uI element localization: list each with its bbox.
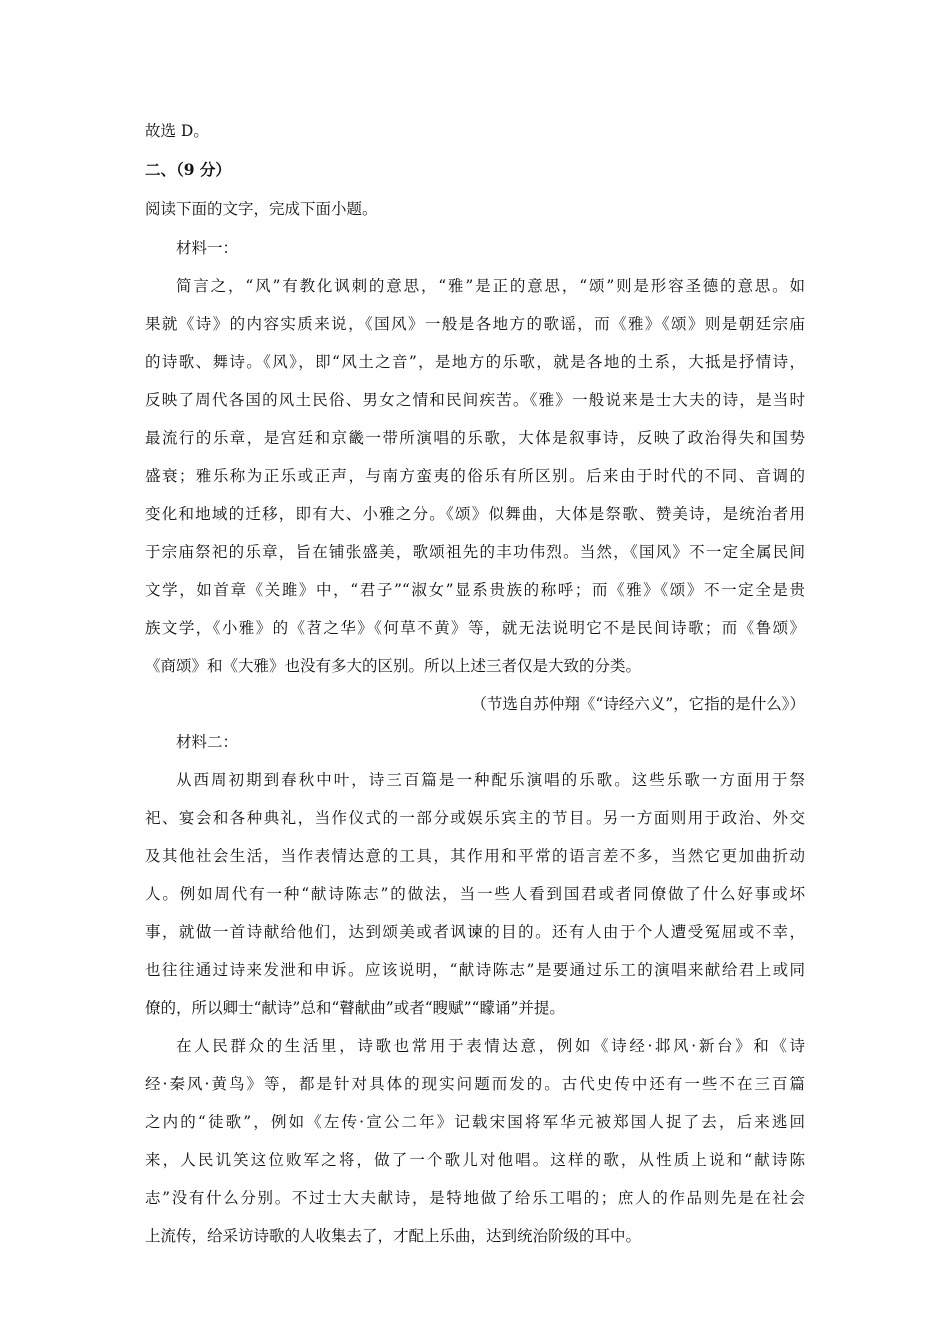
material1-label: 材料一：: [176, 239, 239, 257]
material1-line: 盛衰；雅乐称为正乐或正声，与南方蛮夷的俗乐有所区别。后来由于时代的不同、音调的: [145, 467, 805, 485]
material2-line: 及其他社会生活，当作表情达意的工具，其作用和平常的语言差不多，当然它更加曲折动: [145, 847, 805, 865]
material1-line: 于宗庙祭祀的乐章，旨在铺张盛美，歌颂祖先的丰功伟烈。当然，《国风》不一定全属民间: [145, 543, 805, 561]
material2-line: 来，人民讥笑这位败军之将，做了一个歌儿对他唱。这样的歌，从性质上说和“献诗陈: [145, 1151, 805, 1169]
material2-line: 事，就做一首诗献给他们，达到颂美或者讽谏的目的。还有人由于个人遭受冤屈或不幸，: [145, 923, 805, 941]
material2-line: 之内的“徒歌”，例如《左传·宣公二年》记载宋国将军华元被郑国人捉了去，后来逃回: [145, 1113, 805, 1131]
material1-line: 文学，如首章《关雎》中，“君子”“淑女”显系贵族的称呼；而《雅》《颂》不一定全是贵: [145, 581, 805, 599]
material2-line: 僚的，所以卿士“献诗”总和“瞽献曲”或者“瞍赋”“矇诵”并提。: [145, 999, 565, 1017]
material2-line: 志”没有什么分别。不过士大夫献诗，是特地做了给乐工唱的；庶人的作品则先是在社会: [145, 1189, 805, 1207]
material2-line: 经·秦风·黄鸟》等，都是针对具体的现实问题而发的。古代史传中还有一些不在三百篇: [145, 1075, 805, 1093]
material2-line: 也往往通过诗来发泄和申诉。应该说明，“献诗陈志”是要通过乐工的演唱来献给君上或同: [145, 961, 805, 979]
material1-line: 变化和地域的迁移，即有大、小雅之分。《颂》似舞曲，大体是祭歌、赞美诗，是统治者用: [145, 505, 805, 523]
answer-note: 故选 D。: [145, 122, 209, 140]
material1-line: 族文学，《小雅》的《苕之华》《何草不黄》等，就无法说明它不是民间诗歌；而《鲁颂》: [145, 619, 805, 637]
material1-line: 《商颂》和《大雅》也没有多大的区别。所以上述三者仅是大致的分类。: [145, 657, 642, 675]
material2-line: 上流传，给采访诗歌的人收集去了，才配上乐曲，达到统治阶级的耳中。: [145, 1227, 642, 1245]
material2-label: 材料二：: [176, 733, 239, 751]
material2-line: 从西周初期到春秋中叶，诗三百篇是一种配乐演唱的乐歌。这些乐歌一方面用于祭: [176, 771, 805, 789]
reading-instruction: 阅读下面的文字，完成下面小题。: [145, 200, 378, 218]
material1-source: （节选自苏仲翔《“诗经六义”，它指的是什么》）: [471, 695, 805, 713]
material2-line: 祀、宴会和各种典礼，当作仪式的一部分或娱乐宾主的节目。另一方面则用于政治、外交: [145, 809, 805, 827]
material1-line: 反映了周代各国的风土民俗、男女之情和民间疾苦。《雅》一般说来是士大夫的诗，是当时: [145, 391, 805, 409]
material1-line: 果就《诗》的内容实质来说，《国风》一般是各地方的歌谣，而《雅》《颂》则是朝廷宗庙: [145, 315, 805, 333]
section-heading: 二、（9 分）: [145, 160, 231, 179]
material1-line: 简言之，“风”有教化讽刺的意思，“雅”是正的意思，“颂”则是形容圣德的意思。如: [176, 277, 805, 295]
material2-line: 在人民群众的生活里，诗歌也常用于表情达意，例如《诗经·邶风·新台》和《诗: [176, 1037, 805, 1055]
material2-line: 人。例如周代有一种“献诗陈志”的做法，当一些人看到国君或者同僚做了什么好事或坏: [145, 885, 805, 903]
material1-line: 的诗歌、舞诗。《风》，即“风土之音”，是地方的乐歌，就是各地的土系，大抵是抒情诗，: [145, 353, 805, 371]
material1-line: 最流行的乐章，是宫廷和京畿一带所演唱的乐歌，大体是叙事诗，反映了政治得失和国势: [145, 429, 805, 447]
